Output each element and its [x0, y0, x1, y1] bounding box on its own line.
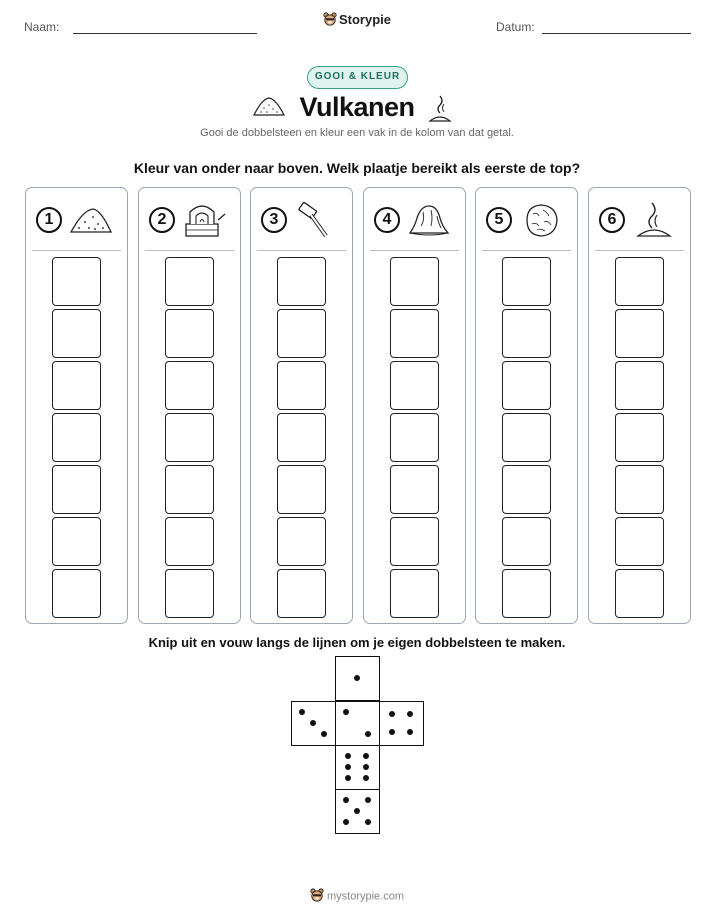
color-cell[interactable] [165, 465, 214, 514]
color-cell[interactable] [277, 569, 326, 618]
dice-pip [363, 775, 369, 781]
steam-vent-icon [632, 200, 676, 240]
color-cell[interactable] [502, 569, 551, 618]
bear-logo-icon [323, 12, 337, 29]
dice-pip [363, 753, 369, 759]
dice-pip [365, 819, 371, 825]
color-cell[interactable] [52, 309, 101, 358]
color-cell[interactable] [615, 465, 664, 514]
dice-pip [389, 711, 395, 717]
dice-pip [310, 720, 316, 726]
dice-pip [343, 709, 349, 715]
page-title: Vulkanen [299, 92, 415, 122]
ash-pile-icon [69, 200, 113, 240]
column-divider [145, 250, 234, 251]
stone-oven-icon [182, 200, 226, 240]
column-number: 1 [36, 207, 62, 233]
column-4 [363, 187, 466, 624]
column-number: 3 [261, 207, 287, 233]
name-line [73, 33, 257, 34]
color-cell[interactable] [165, 257, 214, 306]
dice-face-2 [335, 701, 380, 746]
dice-pip [343, 819, 349, 825]
volcanic-rock-icon [519, 200, 563, 240]
footer-url: mystorypie.com [326, 890, 405, 903]
dice-pip [363, 764, 369, 770]
column-5 [475, 187, 578, 624]
color-cell[interactable] [390, 413, 439, 462]
color-cell[interactable] [277, 413, 326, 462]
steam-vent-icon [427, 93, 453, 128]
color-cell[interactable] [52, 413, 101, 462]
color-cell[interactable] [165, 413, 214, 462]
dice-pip [407, 711, 413, 717]
color-cell[interactable] [390, 517, 439, 566]
dice-face-4 [379, 701, 424, 746]
color-cell[interactable] [502, 517, 551, 566]
column-3 [250, 187, 353, 624]
column-divider [32, 250, 121, 251]
footer [0, 888, 714, 905]
dice-pip [354, 808, 360, 814]
dice-instruction: Knip uit en vouw langs de lijnen om je eigen dobbelsteen te maken. [148, 635, 566, 650]
color-cell[interactable] [277, 309, 326, 358]
lava-mound-icon [407, 200, 451, 240]
color-cell[interactable] [52, 257, 101, 306]
color-cell[interactable] [277, 517, 326, 566]
activity-badge: GOOI & KLEUR [307, 66, 408, 89]
column-number: 6 [599, 207, 625, 233]
dice-face-5 [335, 789, 380, 834]
dice-pip [345, 775, 351, 781]
color-cell[interactable] [615, 361, 664, 410]
dice-pip [389, 729, 395, 735]
dice-pip [345, 764, 351, 770]
dice-face-6 [335, 745, 380, 790]
color-cell[interactable] [615, 569, 664, 618]
column-divider [257, 250, 346, 251]
brand-name: Storypie [338, 12, 391, 27]
color-cell[interactable] [165, 517, 214, 566]
color-cell[interactable] [502, 309, 551, 358]
color-cell[interactable] [502, 257, 551, 306]
dice-pip [365, 797, 371, 803]
dice-pip [299, 709, 305, 715]
column-number: 4 [374, 207, 400, 233]
instruction: Kleur van onder naar boven. Welk plaatje bereikt als eerste de top? [133, 160, 581, 176]
color-cell[interactable] [390, 569, 439, 618]
color-cell[interactable] [615, 413, 664, 462]
bear-logo-icon [310, 888, 324, 905]
column-number: 2 [149, 207, 175, 233]
color-cell[interactable] [52, 517, 101, 566]
color-cell[interactable] [165, 569, 214, 618]
column-divider [595, 250, 684, 251]
dice-face-1 [335, 656, 380, 701]
color-cell[interactable] [615, 517, 664, 566]
column-6 [588, 187, 691, 624]
color-cell[interactable] [165, 361, 214, 410]
hammer-icon [294, 200, 338, 240]
color-cell[interactable] [165, 309, 214, 358]
color-cell[interactable] [277, 257, 326, 306]
color-cell[interactable] [52, 569, 101, 618]
subtitle: Gooi de dobbelsteen en kleur een vak in de kolom van dat getal. [200, 127, 514, 139]
color-cell[interactable] [390, 309, 439, 358]
column-divider [482, 250, 571, 251]
column-divider [370, 250, 459, 251]
dice-face-3 [291, 701, 336, 746]
color-cell[interactable] [390, 361, 439, 410]
color-cell[interactable] [502, 413, 551, 462]
column-2 [138, 187, 241, 624]
date-label: Datum: [496, 20, 535, 34]
color-cell[interactable] [615, 309, 664, 358]
color-cell[interactable] [277, 465, 326, 514]
color-cell[interactable] [615, 257, 664, 306]
dice-pip [354, 675, 360, 681]
dice-pip [321, 731, 327, 737]
color-cell[interactable] [502, 361, 551, 410]
color-cell[interactable] [502, 465, 551, 514]
color-cell[interactable] [277, 361, 326, 410]
column-number: 5 [486, 207, 512, 233]
column-1 [25, 187, 128, 624]
dice-pip [343, 797, 349, 803]
color-cell[interactable] [52, 361, 101, 410]
color-cell[interactable] [52, 465, 101, 514]
date-line [542, 33, 691, 34]
color-cell[interactable] [390, 465, 439, 514]
name-label: Naam: [24, 20, 60, 34]
dice-pip [407, 729, 413, 735]
color-cell[interactable] [390, 257, 439, 306]
dice-pip [365, 731, 371, 737]
dice-pip [345, 753, 351, 759]
brand-logo [0, 12, 714, 29]
